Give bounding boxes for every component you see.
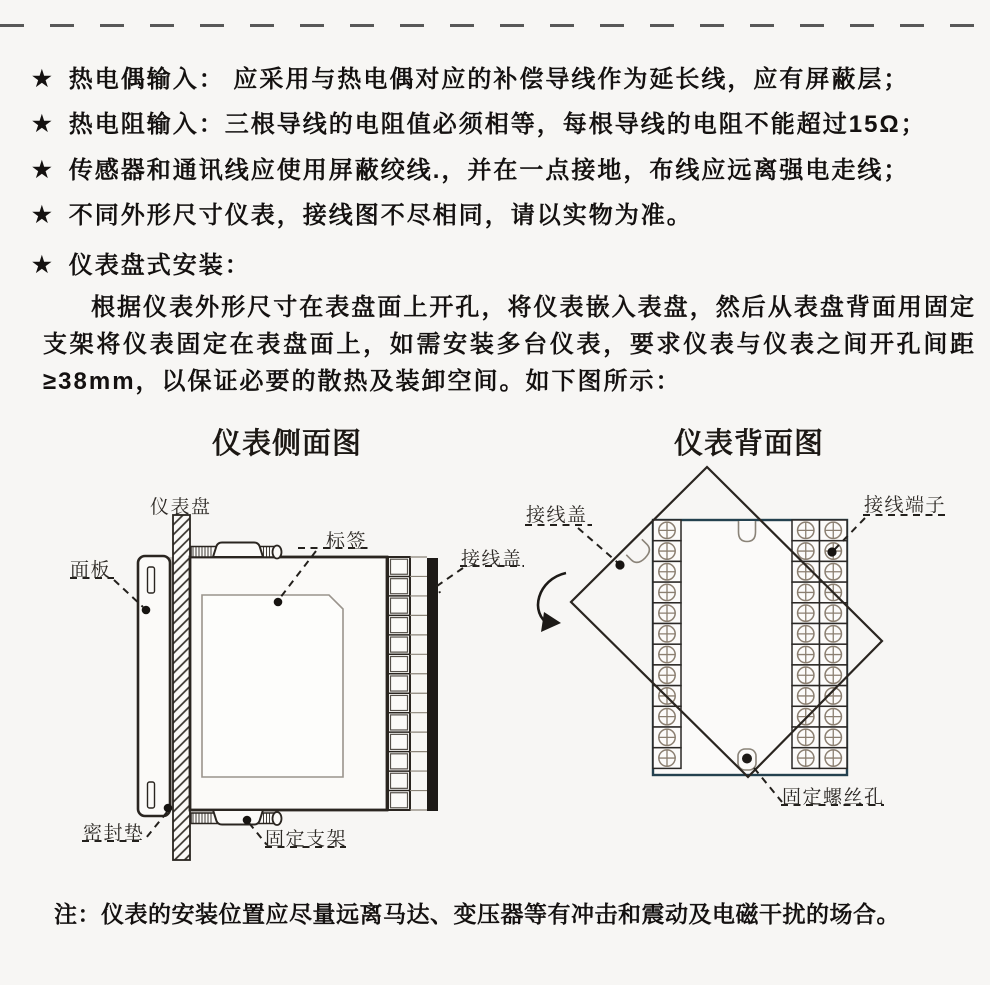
page-top-dashed-divider: [0, 24, 990, 27]
rotation-arrow-icon: [538, 573, 566, 632]
label-wiring-cover-side: 接线盖: [461, 549, 523, 570]
star-icon: ★: [32, 252, 54, 277]
bullet-line-dimensions: [32, 195, 693, 230]
back-view-title: 仪表背面图: [673, 426, 824, 460]
label-panel: 仪表盘: [150, 497, 212, 518]
bullet-line-thermocouple: [32, 59, 909, 94]
installation-note: 注：仪表的安装位置应尽量远离马达、变压器等有冲击和震动及电磁干扰的场合。: [54, 901, 900, 927]
terminal-comb: [388, 557, 410, 810]
bullet-line-rtd: [32, 104, 927, 139]
label-wiring-cover-back: 接线盖: [526, 505, 588, 526]
star-icon: ★: [32, 202, 54, 227]
label-area: [202, 595, 343, 777]
side-view-title: 仪表侧面图: [211, 426, 362, 460]
front-bezel: [138, 556, 170, 816]
bullet-line-shielding: [32, 150, 909, 185]
star-icon: ★: [32, 66, 54, 91]
wiring-cover-bar: [427, 558, 438, 811]
star-icon: ★: [32, 111, 54, 136]
label-tag: 标签: [326, 531, 368, 552]
installation-paragraph: 根据仪表外形尺寸在表盘面上开孔，将仪表嵌入表盘，然后从表盘背面用固定支架将仪表固定在表盘面上，如需安装多台仪表，要求仪表与仪表之间开孔间距≥38mm，以保证必要的散热及装卸空间。如下图所示：: [43, 294, 976, 395]
label-screw-hole: 固定螺丝孔: [782, 787, 885, 808]
top-screw-hole: [739, 521, 756, 542]
bottom-screw-hole: [738, 749, 756, 770]
bullet-text: 传感器和通讯线应使用屏蔽绞线.，并在一点接地，布线应远离强电走线；: [68, 157, 910, 184]
label-front-panel: 面板: [70, 560, 112, 581]
panel-hatch-bar: [173, 515, 190, 860]
terminal-wires: [410, 557, 427, 810]
bullet-text: 热电阻输入：三根导线的电阻值必须相等，每根导线的电阻不能超过15Ω；: [68, 111, 927, 138]
star-icon: ★: [32, 157, 54, 182]
section-heading: [32, 245, 251, 280]
bullet-text: 热电偶输入： 应采用与热电偶对应的补偿导线作为延长线，应有屏蔽层；: [68, 66, 910, 93]
bullet-text: 不同外形尺寸仪表，接线图不尽相同，请以实物为准。: [68, 202, 693, 229]
label-bracket: 固定支架: [265, 829, 348, 850]
label-terminals: 接线端子: [864, 495, 947, 516]
label-gasket: 密封垫: [83, 823, 145, 844]
section-title: 仪表盘式安装：: [68, 252, 251, 279]
